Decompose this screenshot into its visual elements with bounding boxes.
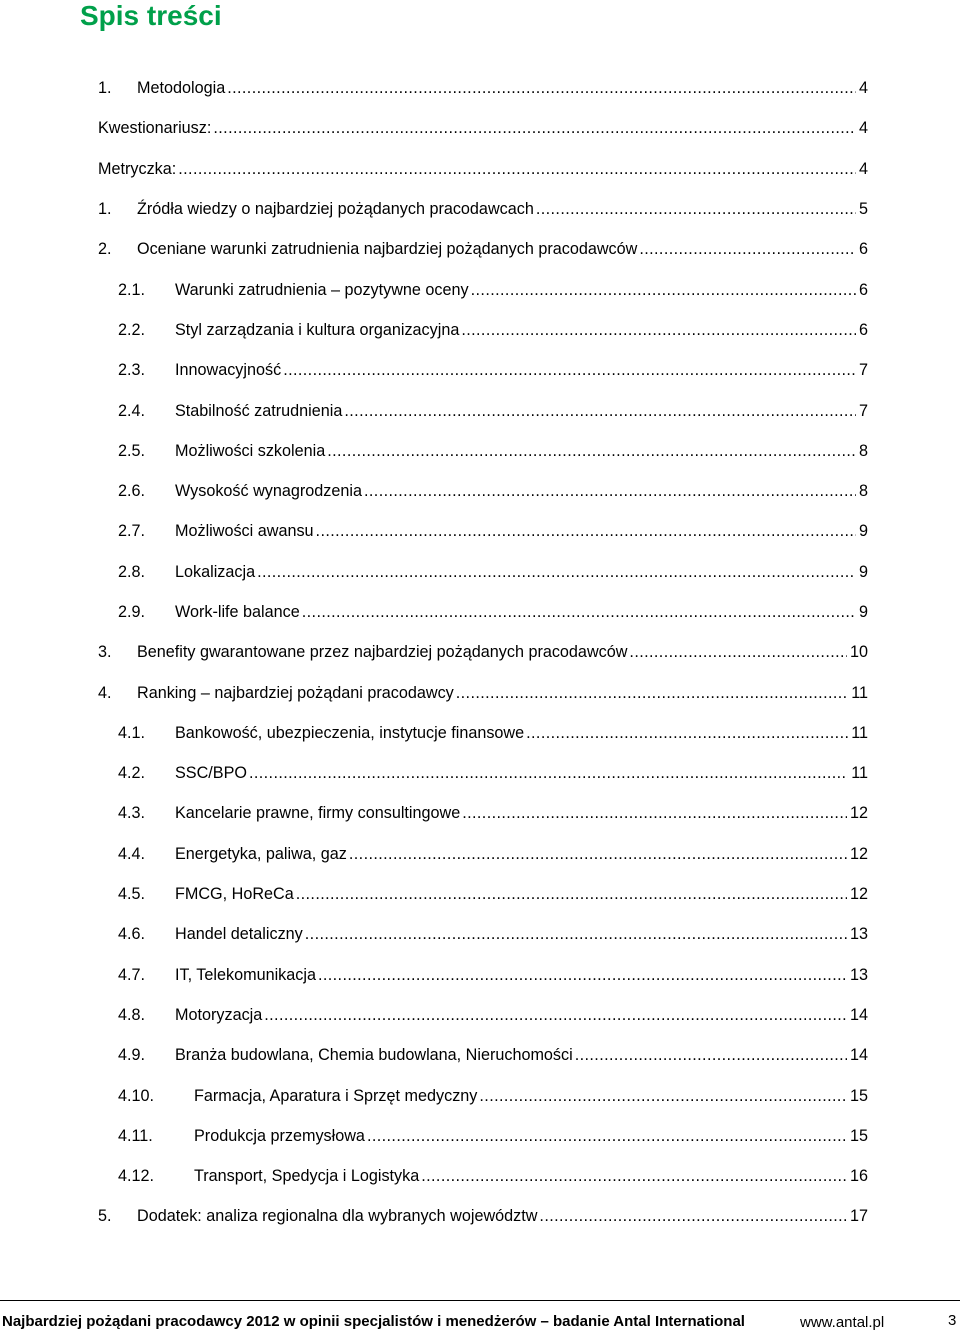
toc-entry[interactable]	[98, 914, 868, 954]
toc-entry-label: Stabilność zatrudnienia	[175, 401, 343, 420]
footer-website-link[interactable]: www.antal.pl	[800, 1314, 885, 1331]
toc-dot-leader	[367, 1126, 847, 1146]
toc-entry[interactable]	[98, 552, 868, 592]
table-of-contents	[98, 68, 868, 1237]
toc-entry-label: SSC/BPO	[175, 764, 247, 783]
toc-dot-leader	[264, 1005, 847, 1025]
toc-entry-label: Kancelarie prawne, firmy consultingowe	[175, 804, 461, 823]
toc-entry-number: 2.4.	[118, 401, 146, 420]
toc-dot-leader	[349, 844, 847, 864]
toc-entry-label: Ranking – najbardziej pożądani pracodawcy	[137, 683, 454, 702]
toc-entry-number: 2.5.	[118, 441, 146, 460]
toc-entry-page: 9	[858, 562, 868, 581]
toc-entry[interactable]	[98, 1116, 868, 1156]
toc-dot-leader	[639, 239, 856, 259]
toc-dot-leader	[316, 521, 856, 541]
toc-entry[interactable]	[98, 108, 868, 148]
toc-entry[interactable]	[98, 229, 868, 269]
toc-entry[interactable]	[98, 431, 868, 471]
toc-entry[interactable]	[98, 1075, 868, 1115]
page-title: Spis treści	[80, 0, 222, 31]
toc-entry-page: 7	[858, 361, 868, 380]
toc-entry[interactable]	[98, 713, 868, 753]
toc-entry-label: Kwestionariusz:	[98, 119, 212, 138]
toc-entry-number: 3.	[98, 643, 112, 662]
toc-entry[interactable]	[98, 834, 868, 874]
toc-dot-leader	[461, 320, 856, 340]
toc-entry[interactable]	[98, 511, 868, 551]
toc-entry-label: Warunki zatrudnienia – pozytywne oceny	[175, 280, 469, 299]
toc-entry-page: 4	[858, 159, 868, 178]
toc-entry[interactable]	[98, 632, 868, 672]
toc-entry-label: FMCG, HoReCa	[175, 885, 294, 904]
toc-entry-page: 9	[858, 522, 868, 541]
toc-entry-number: 5.	[98, 1207, 112, 1226]
toc-entry-label: Work-life balance	[175, 603, 300, 621]
toc-entry-number: 2.7.	[118, 522, 146, 541]
toc-dot-leader	[526, 723, 848, 743]
toc-dot-leader	[318, 965, 847, 985]
toc-entry[interactable]	[98, 955, 868, 995]
toc-entry-number: 1.	[98, 200, 112, 219]
toc-entry-page: 15	[849, 1086, 868, 1105]
toc-entry-label: Lokalizacja	[175, 562, 256, 581]
toc-entry[interactable]	[98, 68, 868, 108]
toc-entry-number: 1.	[98, 79, 112, 98]
toc-entry-label: Źródła wiedzy o najbardziej pożądanych pracodawcach	[137, 200, 534, 219]
toc-entry-number: 2.8.	[118, 562, 146, 581]
footer-page-number: 3	[948, 1312, 957, 1329]
toc-dot-leader	[539, 1206, 847, 1226]
toc-entry[interactable]	[98, 350, 868, 390]
toc-entry-page: 4	[858, 79, 868, 98]
toc-entry-number: 4.	[98, 683, 112, 702]
toc-dot-leader	[296, 884, 847, 904]
toc-dot-leader	[471, 280, 856, 300]
toc-entry[interactable]	[98, 310, 868, 350]
toc-entry-page: 12	[849, 885, 868, 904]
toc-entry-label: Handel detaliczny	[175, 925, 303, 944]
toc-entry-page: 7	[858, 401, 868, 420]
page-footer	[0, 1300, 960, 1335]
toc-entry-page: 15	[849, 1126, 868, 1145]
toc-entry-page: 5	[858, 200, 868, 219]
toc-entry-number: 4.2.	[118, 764, 146, 783]
toc-entry-label: Motoryzacja	[175, 1005, 263, 1024]
toc-entry-number: 2.1.	[118, 280, 146, 299]
toc-entry-number: 4.9.	[118, 1046, 146, 1065]
toc-entry-page: 13	[849, 925, 868, 944]
toc-entry[interactable]	[98, 592, 868, 632]
toc-entry-page: 6	[858, 240, 868, 259]
toc-entry-label: Metodologia	[137, 79, 226, 98]
toc-entry[interactable]	[98, 471, 868, 511]
toc-entry-label: Innowacyjność	[175, 361, 282, 380]
toc-entry-number: 4.12.	[118, 1167, 155, 1186]
toc-entry-page: 14	[849, 1005, 868, 1024]
toc-entry-label: Oceniane warunki zatrudnienia najbardziej pożądanych pracodawców	[137, 240, 638, 259]
toc-dot-leader	[462, 803, 847, 823]
toc-entry-label: Możliwości awansu	[175, 522, 314, 541]
toc-entry-page: 16	[849, 1167, 868, 1186]
toc-entry-number: 4.1.	[118, 723, 146, 742]
toc-dot-leader	[305, 924, 847, 944]
toc-entry-number: 4.6.	[118, 925, 146, 944]
toc-entry[interactable]	[98, 269, 868, 309]
toc-dot-leader	[213, 118, 856, 138]
toc-dot-leader	[327, 441, 856, 461]
toc-dot-leader	[302, 602, 856, 622]
toc-entry-number: 4.11.	[118, 1126, 153, 1145]
toc-entry-page: 12	[849, 844, 868, 863]
toc-entry-page: 17	[849, 1207, 868, 1226]
toc-entry[interactable]	[98, 390, 868, 430]
toc-entry-label: Farmacja, Aparatura i Sprzęt medyczny	[194, 1086, 478, 1105]
toc-entry-label: Dodatek: analiza regionalna dla wybranych województw	[137, 1207, 538, 1226]
toc-entry-number: 2.3.	[118, 361, 146, 380]
toc-dot-leader	[227, 78, 856, 98]
toc-dot-leader	[456, 683, 848, 703]
toc-entry-page: 11	[851, 764, 868, 783]
toc-dot-leader	[257, 562, 856, 582]
toc-entry-number: 2.9.	[118, 603, 146, 621]
footer-report-title: Najbardziej pożądani pracodawcy 2012 w opinii specjalistów i menedżerów – badanie Antal International	[2, 1313, 745, 1330]
toc-entry-number: 2.6.	[118, 482, 146, 501]
toc-entry-page: 6	[858, 280, 868, 299]
toc-entry[interactable]	[98, 995, 868, 1035]
toc-entry[interactable]	[98, 672, 868, 712]
toc-entry-page: 8	[858, 441, 868, 460]
toc-dot-leader	[283, 360, 856, 380]
toc-entry-label: Styl zarządzania i kultura organizacyjna	[175, 320, 460, 339]
toc-entry-number: 4.7.	[118, 965, 146, 984]
toc-entry-label: Możliwości szkolenia	[175, 441, 326, 460]
toc-dot-leader	[479, 1086, 847, 1106]
toc-entry[interactable]	[98, 1156, 868, 1196]
toc-entry-label: Produkcja przemysłowa	[194, 1126, 365, 1145]
toc-entry-number: 4.4.	[118, 844, 146, 863]
toc-entry-page: 14	[849, 1046, 868, 1065]
toc-entry-label: Benefity gwarantowane przez najbardziej pożądanych pracodawców	[137, 643, 628, 662]
toc-entry-label: Wysokość wynagrodzenia	[175, 482, 362, 501]
toc-entry-number: 2.	[98, 240, 112, 259]
toc-entry-label: IT, Telekomunikacja	[175, 965, 316, 984]
toc-entry[interactable]	[98, 189, 868, 229]
toc-entry-page: 4	[858, 119, 868, 138]
toc-entry-label: Metryczka:	[98, 159, 177, 178]
toc-dot-leader	[575, 1045, 847, 1065]
toc-entry-label: Bankowość, ubezpieczenia, instytucje finansowe	[175, 723, 525, 742]
toc-entry[interactable]	[98, 1035, 868, 1075]
toc-entry-label: Branża budowlana, Chemia budowlana, Nieruchomości	[175, 1046, 573, 1065]
toc-entry-page: 6	[858, 320, 868, 339]
toc-entry-label: Transport, Spedycja i Logistyka	[194, 1167, 420, 1186]
toc-dot-leader	[364, 481, 856, 501]
toc-dot-leader	[249, 763, 848, 783]
toc-entry-label: Energetyka, paliwa, gaz	[175, 844, 347, 863]
toc-entry[interactable]	[98, 793, 868, 833]
toc-dot-leader	[344, 401, 856, 421]
toc-entry-page: 12	[849, 804, 868, 823]
toc-entry-page: 9	[858, 603, 868, 621]
toc-entry[interactable]	[98, 149, 868, 189]
toc-entry[interactable]	[98, 874, 868, 914]
toc-entry[interactable]	[98, 753, 868, 793]
toc-entry-page: 10	[849, 643, 868, 662]
toc-dot-leader	[629, 642, 847, 662]
toc-entry-number: 4.10.	[118, 1086, 155, 1105]
toc-entry-page: 11	[851, 723, 868, 742]
toc-entry-page: 11	[851, 683, 868, 702]
toc-entry[interactable]	[98, 1196, 868, 1236]
toc-dot-leader	[536, 199, 856, 219]
toc-entry-number: 4.8.	[118, 1005, 146, 1024]
toc-dot-leader	[421, 1166, 847, 1186]
toc-entry-number: 2.2.	[118, 320, 146, 339]
toc-entry-number: 4.3.	[118, 804, 146, 823]
toc-entry-number: 4.5.	[118, 885, 146, 904]
toc-entry-page: 8	[858, 482, 868, 501]
toc-entry-page: 13	[849, 965, 868, 984]
toc-dot-leader	[178, 159, 856, 179]
